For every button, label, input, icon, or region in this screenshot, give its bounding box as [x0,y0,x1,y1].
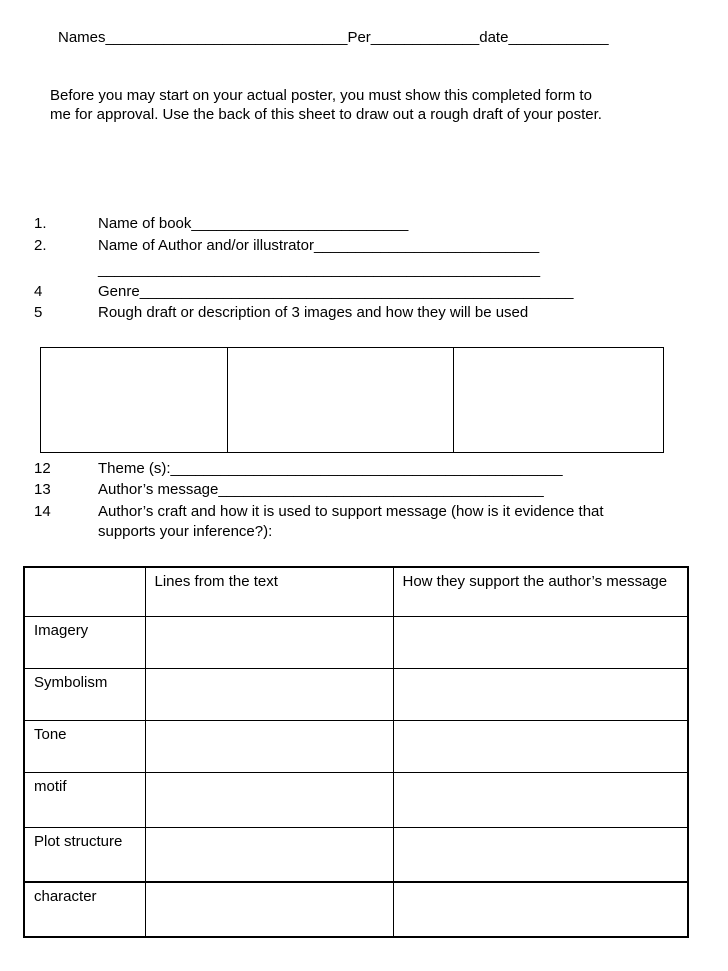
row-label-imagery: Imagery [24,616,145,668]
table-header-cell: How they support the author’s message [393,567,688,616]
table-row [24,827,688,882]
rough-draft-label: Rough draft or description of 3 images and how they will be used [98,304,529,321]
theme-field[interactable]: Theme (s):_______________________________________________ [98,460,563,477]
draft-box-3[interactable] [453,348,663,452]
book-name-field[interactable]: Name of book__________________________ [98,215,409,232]
lines-cell[interactable] [145,882,393,937]
instructions-line: me for approval. Use the back of this sheet to draw out a rough draft of your poster. [50,106,602,123]
table-row [24,882,688,937]
authors-craft-label: Author’s craft and how it is used to support message (how is it evidence that supports your inference?): [98,503,604,540]
author-field-continued[interactable]: _____________________________________________________ [98,261,541,278]
lines-cell[interactable] [145,668,393,720]
table-header-cell [24,567,145,616]
item-number: 4 [34,283,43,300]
draft-box-1[interactable] [41,348,227,452]
instructions-line: Before you may start on your actual poster, you must show this completed form to [50,87,592,104]
date-label: date [479,29,509,46]
table-header-row [24,567,688,616]
lines-cell[interactable] [145,772,393,827]
rough-draft-boxes [40,347,664,453]
support-cell[interactable] [393,827,688,882]
date-field[interactable]: ____________ [508,29,609,46]
support-cell[interactable] [393,668,688,720]
row-label-motif: motif [24,772,145,827]
support-cell[interactable] [393,772,688,827]
lines-cell[interactable] [145,616,393,668]
item-number: 1. [34,215,47,232]
per-label: Per [347,29,371,46]
item-number: 14 [34,503,51,520]
author-field[interactable]: Name of Author and/or illustrator___________________________ [98,237,540,254]
table-row [24,720,688,772]
row-label-plot-structure: Plot structure [24,827,145,882]
row-label-character: character [24,882,145,937]
draft-box-2[interactable] [227,348,453,452]
table-row [24,772,688,827]
item-number: 12 [34,460,51,477]
lines-cell[interactable] [145,827,393,882]
support-cell[interactable] [393,616,688,668]
genre-field[interactable]: Genre____________________________________________________ [98,283,574,300]
authors-craft-table [23,566,689,938]
item-number: 13 [34,481,51,498]
names-field[interactable]: _____________________________ [105,29,348,46]
authors-message-field[interactable]: Author’s message_______________________________________ [98,481,544,498]
lines-cell[interactable] [145,720,393,772]
support-cell[interactable] [393,720,688,772]
table-row [24,668,688,720]
names-label: Names [58,29,106,46]
support-cell[interactable] [393,882,688,937]
row-label-symbolism: Symbolism [24,668,145,720]
instructions [50,86,690,124]
table-row [24,616,688,668]
header-line [58,29,609,47]
item-number: 5 [34,304,43,321]
item-number: 2. [34,237,47,254]
per-field[interactable]: _____________ [370,29,480,46]
table-header-cell: Lines from the text [145,567,393,616]
row-label-tone: Tone [24,720,145,772]
